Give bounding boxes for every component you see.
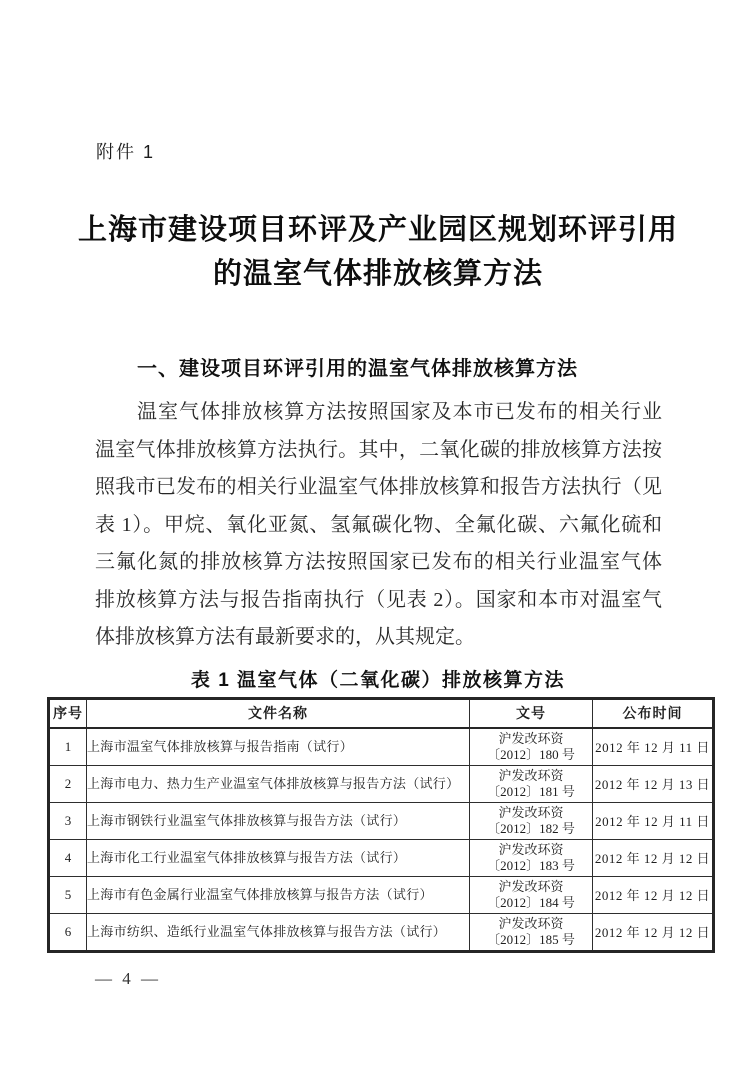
publish-date-cell: 2012 年 12 月 11 日 bbox=[593, 802, 714, 839]
document-title bbox=[0, 208, 756, 296]
header-serial-number: 序号 bbox=[49, 698, 87, 728]
table-title: 表 1 温室气体（二氧化碳）排放核算方法 bbox=[190, 669, 566, 691]
document-name-cell: 上海市电力、热力生产业温室气体排放核算与报告方法（试行） bbox=[87, 765, 470, 802]
section-heading: 一、建设项目环评引用的温室气体排放核算方法 bbox=[137, 358, 578, 380]
table-row bbox=[49, 876, 714, 913]
document-number-line-1: 沪发改环资 bbox=[498, 878, 564, 894]
table-header-row bbox=[49, 698, 714, 728]
attachment-label: 附件 1 bbox=[96, 142, 156, 162]
body-line: 温室气体排放核算方法按照国家及本市已发布的相关行业 bbox=[137, 401, 662, 423]
table-row bbox=[49, 802, 714, 839]
document-name-cell: 上海市纺织、造纸行业温室气体排放核算与报告方法（试行） bbox=[87, 913, 470, 951]
document-number-line-1: 沪发改环资 bbox=[498, 915, 564, 931]
table-row bbox=[49, 765, 714, 802]
publish-date-cell: 2012 年 12 月 11 日 bbox=[593, 728, 714, 766]
publish-date-cell: 2012 年 12 月 12 日 bbox=[593, 913, 714, 951]
body-paragraph bbox=[95, 394, 662, 657]
document-title-line-2: 的温室气体排放核算方法 bbox=[212, 258, 543, 290]
document-number-line-2: 〔2012〕181 号 bbox=[487, 783, 575, 799]
body-line: 体排放核算方法有最新要求的，从其规定。 bbox=[95, 626, 475, 648]
publish-date-cell: 2012 年 12 月 13 日 bbox=[593, 765, 714, 802]
header-document-name: 文件名称 bbox=[87, 698, 470, 728]
document-number-line-2: 〔2012〕182 号 bbox=[487, 820, 575, 836]
serial-number-cell: 3 bbox=[49, 802, 87, 839]
serial-number-cell: 4 bbox=[49, 839, 87, 876]
document-number-cell bbox=[470, 728, 593, 766]
document-number-cell bbox=[470, 802, 593, 839]
body-line: 排放核算方法与报告指南执行（见表 2）。国家和本市对温室气 bbox=[95, 588, 662, 611]
document-number-cell bbox=[470, 765, 593, 802]
body-line: 温室气体排放核算方法执行。其中，二氧化碳的排放核算方法按 bbox=[95, 438, 662, 461]
document-name-cell: 上海市温室气体排放核算与报告指南（试行） bbox=[87, 728, 470, 766]
serial-number-cell: 6 bbox=[49, 913, 87, 951]
methods-table bbox=[47, 697, 715, 953]
header-publish-date: 公布时间 bbox=[593, 698, 714, 728]
document-number-cell bbox=[470, 913, 593, 951]
table-row bbox=[49, 728, 714, 766]
header-document-number: 文号 bbox=[470, 698, 593, 728]
body-line: 三氟化氮的排放核算方法按照国家已发布的相关行业温室气体 bbox=[95, 551, 662, 573]
document-number-line-2: 〔2012〕180 号 bbox=[487, 746, 575, 762]
document-number-line-2: 〔2012〕184 号 bbox=[487, 894, 575, 910]
table-row bbox=[49, 913, 714, 951]
document-number-cell bbox=[470, 839, 593, 876]
publish-date-cell: 2012 年 12 月 12 日 bbox=[593, 876, 714, 913]
document-number-line-1: 沪发改环资 bbox=[498, 841, 564, 857]
serial-number-cell: 2 bbox=[49, 765, 87, 802]
document-number-line-1: 沪发改环资 bbox=[498, 730, 564, 746]
document-number-cell bbox=[470, 876, 593, 913]
table-row bbox=[49, 839, 714, 876]
document-number-line-2: 〔2012〕183 号 bbox=[487, 857, 575, 873]
document-number-line-1: 沪发改环资 bbox=[498, 767, 564, 783]
serial-number-cell: 1 bbox=[49, 728, 87, 766]
body-line: 表 1）。甲烷、氧化亚氮、氢氟碳化物、全氟化碳、六氟化硫和 bbox=[95, 513, 662, 536]
body-line: 照我市已发布的相关行业温室气体排放核算和报告方法执行（见 bbox=[95, 476, 662, 498]
document-name-cell: 上海市钢铁行业温室气体排放核算与报告方法（试行） bbox=[87, 802, 470, 839]
serial-number-cell: 5 bbox=[49, 876, 87, 913]
document-name-cell: 上海市有色金属行业温室气体排放核算与报告方法（试行） bbox=[87, 876, 470, 913]
publish-date-cell: 2012 年 12 月 12 日 bbox=[593, 839, 714, 876]
document-number-line-1: 沪发改环资 bbox=[498, 804, 564, 820]
document-title-line-1: 上海市建设项目环评及产业园区规划环评引用 bbox=[77, 214, 678, 246]
page-number: — 4 — bbox=[95, 968, 161, 988]
document-name-cell: 上海市化工行业温室气体排放核算与报告方法（试行） bbox=[87, 839, 470, 876]
document-number-line-2: 〔2012〕185 号 bbox=[487, 931, 575, 947]
